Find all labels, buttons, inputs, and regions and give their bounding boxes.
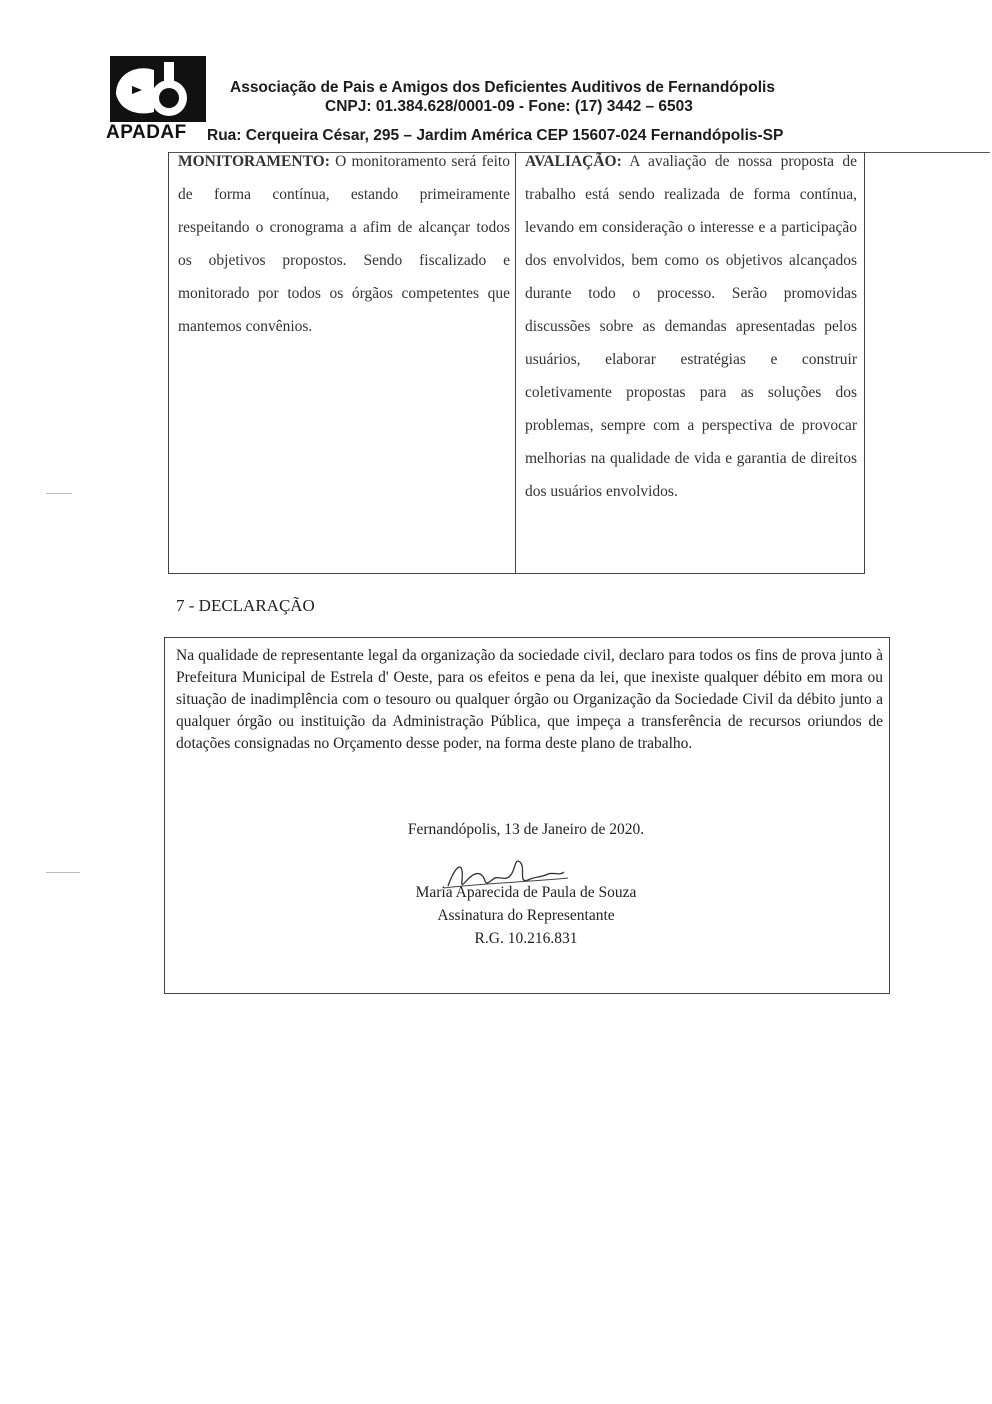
monitoring-text: O monitoramento será feito de forma contínua, estando primeiramente respeitando o cronograma a afim de alcançar todos os objetivos propostos. Sendo fiscalizado e monitorado por todos os órgãos competentes que mantemos convênios. — [178, 153, 510, 335]
org-address: Rua: Cerqueira César, 295 – Jardim América CEP 15607-024 Fernandópolis-SP — [207, 127, 784, 144]
place-date: Fernandópolis, 13 de Janeiro de 2020. — [407, 821, 645, 838]
declaration-title: 7 - DECLARAÇÃO — [176, 596, 315, 615]
apadaf-logo — [106, 52, 210, 130]
monitoring-heading: MONITORAMENTO: — [178, 153, 330, 170]
evaluation-cell — [525, 145, 857, 508]
signer-name: Maria Aparecida de Paula de Souza — [415, 884, 637, 901]
table-column-divider — [515, 152, 516, 573]
signer-rg: R.G. 10.216.831 — [474, 930, 578, 947]
org-name: Associação de Pais e Amigos dos Deficientes Auditivos de Fernandópolis — [230, 79, 775, 96]
signer-role: Assinatura do Representante — [437, 907, 615, 924]
evaluation-text: A avaliação de nossa proposta de trabalho está sendo realizada de forma contínua, levando em consideração o interesse e a participação dos envolvidos, bem como os objetivos alcançados durante todo o processo. Serão promovidas discussões sobre as demandas apresentadas pelos usuários, elaborar estratégias e construir coletivamente propostas para as soluções dos problemas, sempre com a perspectiva de provocar melhorias na qualidade de vida e garantia de direitos dos usuários envolvidos. — [525, 153, 857, 500]
cnpj-phone: CNPJ: 01.384.628/0001-09 - Fone: (17) 3442 – 6503 — [325, 98, 693, 115]
evaluation-heading: AVALIAÇÃO: — [525, 153, 622, 170]
scan-mark — [46, 872, 80, 873]
monitoring-cell — [178, 145, 510, 343]
scan-mark — [46, 493, 72, 494]
logo-wordmark: APADAF — [106, 122, 187, 143]
declaration-text: Na qualidade de representante legal da organização da sociedade civil, declaro para todos os fins de prova junto à Prefeitura Municipal de Estrela d' Oeste, para os efeitos e pena da lei, que inexiste qualquer débito em mora ou situação de inadimplência com o tesouro ou qualquer órgão ou Organização da Sociedade Civil da débito junto a qualquer órgão ou instituição da Administração Pública, que impeça a transferência de recursos oriundos de dotações consignadas no Orçamento desse poder, na forma deste plano de trabalho. — [176, 647, 883, 752]
